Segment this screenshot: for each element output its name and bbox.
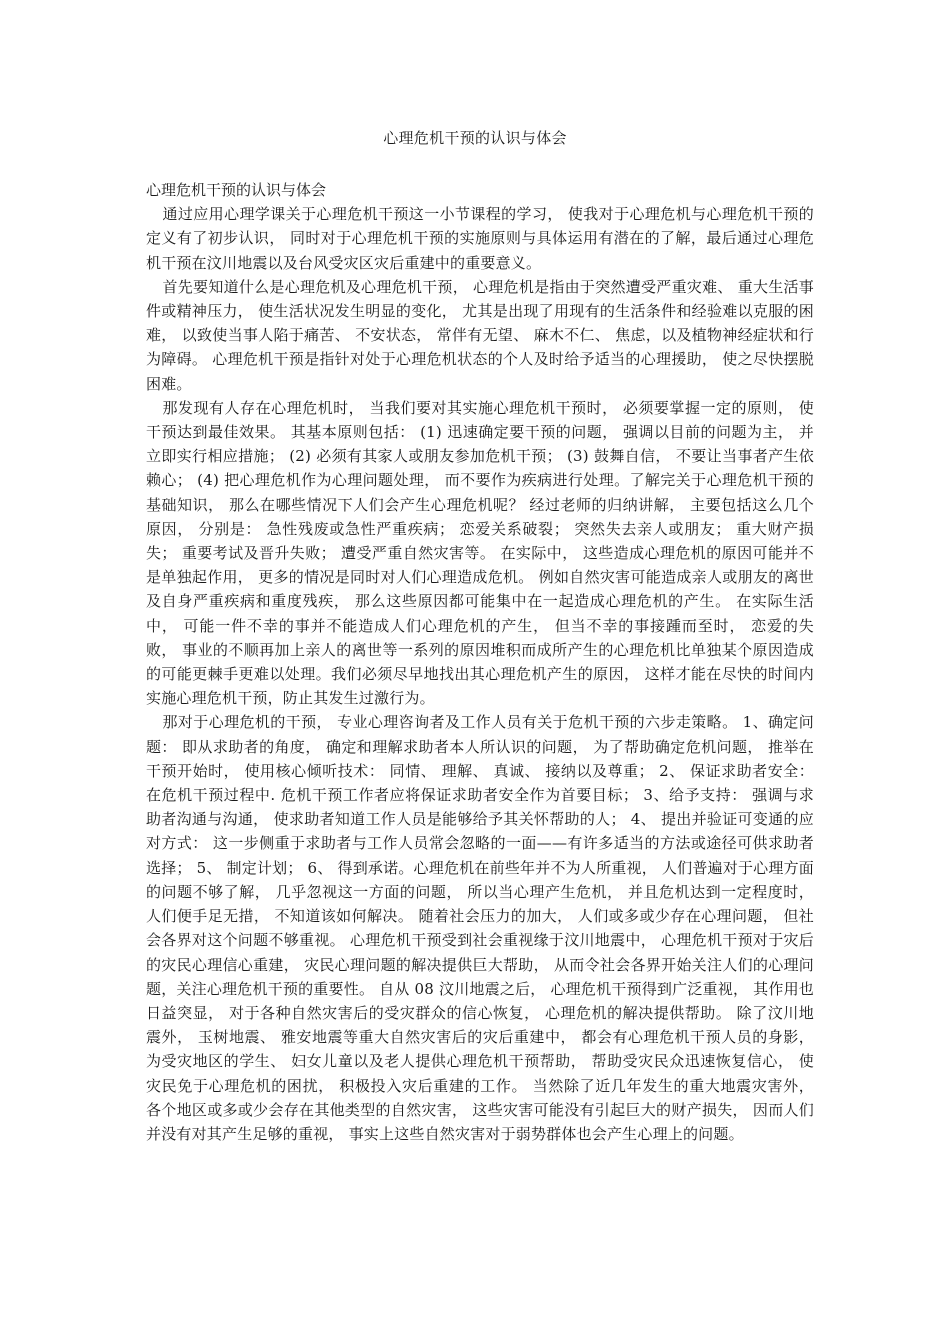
document-subtitle: 心理危机干预的认识与体会 xyxy=(146,181,327,199)
paragraph-principles: 那发现有人存在心理危机时， 当我们要对其实施心理危机干预时， 必须要掌握一定的原则， 使干预达到最佳效果。 其基本原则包括： (1) 迅速确定要干预的问题， 强调以目前的问题为主， 并立即实行相应措施； (2) 必须有其家人或朋友参加危机干预； (3) 鼓舞自信， 不要让当事者产生依赖心； (4) 把心理危机作为心理问题处理， 而不要作为疾病进行处理。了解完关于心理危机干预的基础知识， 那么在哪些情况下人们会产生心理危机呢？ 经过老师的归纳讲解， 主要包括这么几个原因， 分别是： 急性残废或急性严重疾病； 恋爱关系破裂； 突然失去亲人或朋友； 重大财产损失； 重要考试及晋升失败； 遭受严重自然灾害等。 在实际中， 这些造成心理危机的原因可能并不是单独起作用， 更多的情况是同时对人们心理造成危机。 例如自然灾害可能造成亲人或朋友的离世及自身严重疾病和重度残疾， 那么这些原因都可能集中在一起造成心理危机的产生。 在实际生活中， 可能一件不幸的事并不能造成人们心理危机的产生， 但当不幸的事接踵而至时， 恋爱的失败， 事业的不顺再加上亲人的离世等一系列的原因堆积而成所产生的心理危机比单独某个原因造成的可能更棘手更难以处理。我们必须尽早地找出其心理危机产生的原因， 这样才能在尽快的时间内实施心理危机干预，防止其发生过激行为。 xyxy=(146,398,814,708)
document-body xyxy=(146,178,814,1146)
paragraph-strategy: 那对于心理危机的干预， 专业心理咨询者及工作人员有关于危机干预的六步走策略。 1、确定问题： 即从求助者的角度， 确定和理解求助者本人所认识的问题， 为了帮助确定危机问题， 推举在干预开始时， 使用核心倾听技术： 同情、 理解、 真诚、 接纳以及尊重； 2、 保证求助者安全： 在危机干预过程中. 危机干预工作者应将保证求助者安全作为首要目标； 3、给予支持： 强调与求助者沟通与沟通， 使求助者知道工作人员是能够给予其关怀帮助的人； 4、 提出并验证可变通的应对方式： 这一步侧重于求助者与工作人员常会忽略的一面——有许多适当的方法或途径可供求助者选择； 5、 制定计划； 6、 得到承诺。心理危机在前些年并不为人所重视， 人们普遍对于心理方面的问题不够了解， 几乎忽视这一方面的问题， 所以当心理产生危机， 并且危机达到一定程度时， 人们便手足无措， 不知道该如何解决。 随着社会压力的加大， 人们或多或少存在心理问题， 但社会各界对这个问题不够重视。 心理危机干预受到社会重视缘于汶川地震中， 心理危机干预对于灾后的灾民心理信心重建， 灾民心理问题的解决提供巨大帮助， 从而令社会各界开始关注人们的心理问题，关注心理危机干预的重要性。 自从 08 汶川地震之后， 心理危机干预得到广泛重视， 其作用也日益突显， 对于各种自然灾害后的受灾群众的信心恢复， 心理危机的解决提供帮助。 除了汶川地震外， 玉树地震、 雅安地震等重大自然灾害后的灾后重建中， 都会有心理危机干预人员的身影， 为受灾地区的学生、 妇女儿童以及老人提供心理危机干预帮助， 帮助受灾民众迅速恢复信心， 使灾民免于心理危机的困扰， 积极投入灾后重建的工作。 当然除了近几年发生的重大地震灾害外， 各个地区或多或少会存在其他类型的自然灾害， 这些灾害可能没有引起巨大的财产损失， 因而人们并没有对其产生足够的重视， 事实上这些自然灾害对于弱势群体也会产生心理上的问题。 xyxy=(146,713,814,1143)
paragraph-intro: 通过应用心理学课关于心理危机干预这一小节课程的学习， 使我对于心理危机与心理危机干预的定义有了初步认识， 同时对于心理危机干预的实施原则与具体运用有潜在的了解，最后通过心理危机干预在汶川地震以及台风受灾区灾后重建中的重要意义。 xyxy=(146,205,814,272)
document-title: 心理危机干预的认识与体会 xyxy=(383,129,567,147)
paragraph-definition: 首先要知道什么是心理危机及心理危机干预， 心理危机是指由于突然遭受严重灾难、 重大生活事件或精神压力， 使生活状况发生明显的变化， 尤其是出现了用现有的生活条件和经验难以克服的困难， 以致使当事人陷于痛苦、 不安状态， 常伴有无望、 麻木不仁、 焦虑，以及植物神经症状和行为障碍。 心理危机干预是指针对处于心理危机状态的个人及时给予适当的心理援助， 使之尽快摆脱困难。 xyxy=(146,277,814,393)
